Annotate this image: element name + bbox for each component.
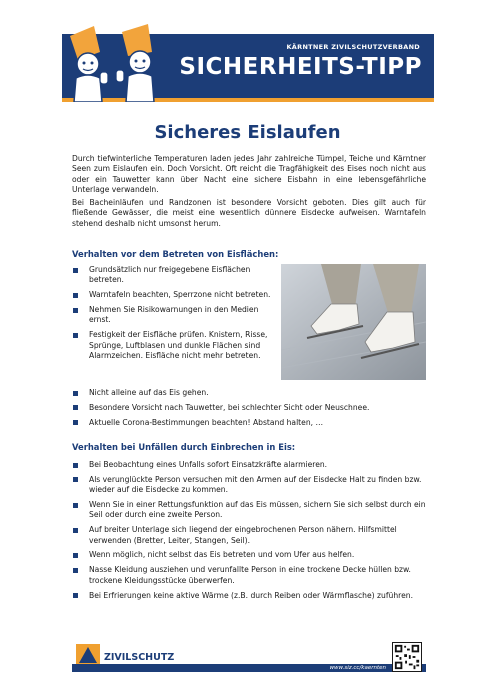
list-item-text: Grundsätzlich nur freigegebene Eisflächen betreten. bbox=[89, 265, 251, 285]
mascot-illustration-icon bbox=[64, 22, 174, 102]
list-item bbox=[72, 525, 432, 546]
list-item bbox=[72, 565, 432, 586]
list-item-text: Warntafeln beachten, Sperrzone nicht betreten. bbox=[89, 290, 271, 300]
list-item bbox=[72, 475, 432, 496]
list-item bbox=[72, 550, 432, 560]
footer-logo-text: ZIVILSCHUTZ bbox=[104, 652, 175, 663]
bullet-square-icon bbox=[73, 268, 78, 273]
header-tagline: SICHERHEITS-TIPP bbox=[179, 54, 422, 80]
list-item-text: Wenn möglich, nicht selbst das Eis betreten und vom Ufer aus helfen. bbox=[89, 550, 355, 560]
bullet-square-icon bbox=[73, 293, 78, 298]
before-list-continued bbox=[72, 388, 432, 433]
list-item-text: Auf breiter Unterlage sich liegend der eingebrochenen Person nähern. Hilfsmittel verwenden (Bretter, Leiter, Stangen, Seil). bbox=[89, 525, 397, 545]
list-item-text: Wenn Sie in einer Rettungsfunktion auf das Eis müssen, sichern Sie sich selbst durch ein Seil oder durch eine zweite Person. bbox=[89, 500, 426, 520]
list-item-text: Bei Erfrierungen keine aktive Wärme (z.B. durch Reiben oder Wärmflasche) zuführen. bbox=[89, 590, 413, 600]
list-item-text: Nehmen Sie Risikowarnungen in den Medien ernst. bbox=[89, 305, 259, 325]
organization-name: KÄRNTNER ZIVILSCHUTZVERBAND bbox=[286, 43, 420, 51]
bullet-square-icon bbox=[73, 391, 78, 396]
bullet-square-icon bbox=[73, 477, 78, 482]
list-item bbox=[72, 591, 432, 601]
bullet-square-icon bbox=[73, 503, 78, 508]
intro-text bbox=[72, 154, 426, 232]
list-item bbox=[72, 305, 272, 326]
footer-url[interactable]: www.siz.cc/kaernten bbox=[329, 665, 386, 671]
bullet-square-icon bbox=[73, 333, 78, 338]
bullet-square-icon bbox=[73, 420, 78, 425]
page-title: Sicheres Eislaufen bbox=[154, 122, 341, 143]
bullet-square-icon bbox=[73, 463, 78, 468]
list-item-text: Festigkeit der Eisfläche prüfen. Knistern, Risse, Sprünge, Luftblasen und dunkle Flächen sind Alarmzeichen. Eisfläche nicht mehr betreten. bbox=[89, 330, 268, 360]
list-item bbox=[72, 330, 272, 361]
list-item-text: Bei Beobachtung eines Unfalls sofort Einsatzkräfte alarmieren. bbox=[89, 460, 328, 469]
bullet-square-icon bbox=[73, 405, 78, 410]
qr-code-icon bbox=[392, 642, 422, 672]
intro-paragraph: Bei Bacheinläufen und Randzonen ist besondere Vorsicht geboten. Dies gilt auch für fließende Gewässer, die meist eine wesentlich dünnere Eisdecke aufweisen. Warntafeln stehend deshalb nicht umsonst herum. bbox=[72, 198, 426, 228]
list-item bbox=[72, 388, 432, 398]
footer bbox=[72, 642, 426, 672]
list-item bbox=[72, 265, 272, 286]
list-item bbox=[72, 460, 432, 470]
section-heading-before: Verhalten vor dem Betreten von Eisflächen: bbox=[72, 249, 279, 259]
civil-protection-triangle-icon bbox=[76, 644, 100, 666]
section-heading-accident: Verhalten bei Unfällen durch Einbrechen in Eis: bbox=[72, 442, 296, 452]
list-item bbox=[72, 500, 432, 521]
intro-paragraph: Durch tiefwinterliche Temperaturen laden jedes Jahr zahlreiche Tümpel, Teiche und Kärntner Seen zum Eislaufen ein. Doch Vorsicht. Oft reicht die Tragfähigkeit des Eises noch nicht aus oder ein Tauwetter kann über Nacht eine sichere Eisbahn in eine lebensgefährliche Unterlage verwandeln. bbox=[72, 154, 426, 194]
bullet-square-icon bbox=[73, 593, 78, 598]
bullet-square-icon bbox=[73, 553, 78, 558]
ice-skates-photo bbox=[281, 264, 426, 380]
before-list bbox=[72, 265, 272, 366]
list-item bbox=[72, 290, 272, 300]
list-item-text: Aktuelle Corona-Bestimmungen beachten! Abstand halten, … bbox=[89, 417, 324, 427]
list-item bbox=[72, 418, 432, 428]
bullet-square-icon bbox=[73, 528, 78, 533]
list-item-text: Besondere Vorsicht nach Tauwetter, bei schlechter Sicht oder Neuschnee. bbox=[89, 402, 370, 412]
bullet-square-icon bbox=[73, 568, 78, 573]
accident-list bbox=[72, 460, 432, 605]
list-item bbox=[72, 403, 432, 413]
bullet-square-icon bbox=[73, 308, 78, 313]
list-item-text: Nicht alleine auf das Eis gehen. bbox=[89, 388, 209, 397]
list-item-text: Als verunglückte Person versuchen mit den Armen auf der Eisdecke Halt zu finden bzw. wieder auf die Eisdecke zu kommen. bbox=[89, 474, 422, 495]
list-item-text: Nasse Kleidung ausziehen und verunfallte Person in eine trockene Decke hüllen bzw. trockene Kleidungsstücke überwerfen. bbox=[89, 565, 411, 585]
